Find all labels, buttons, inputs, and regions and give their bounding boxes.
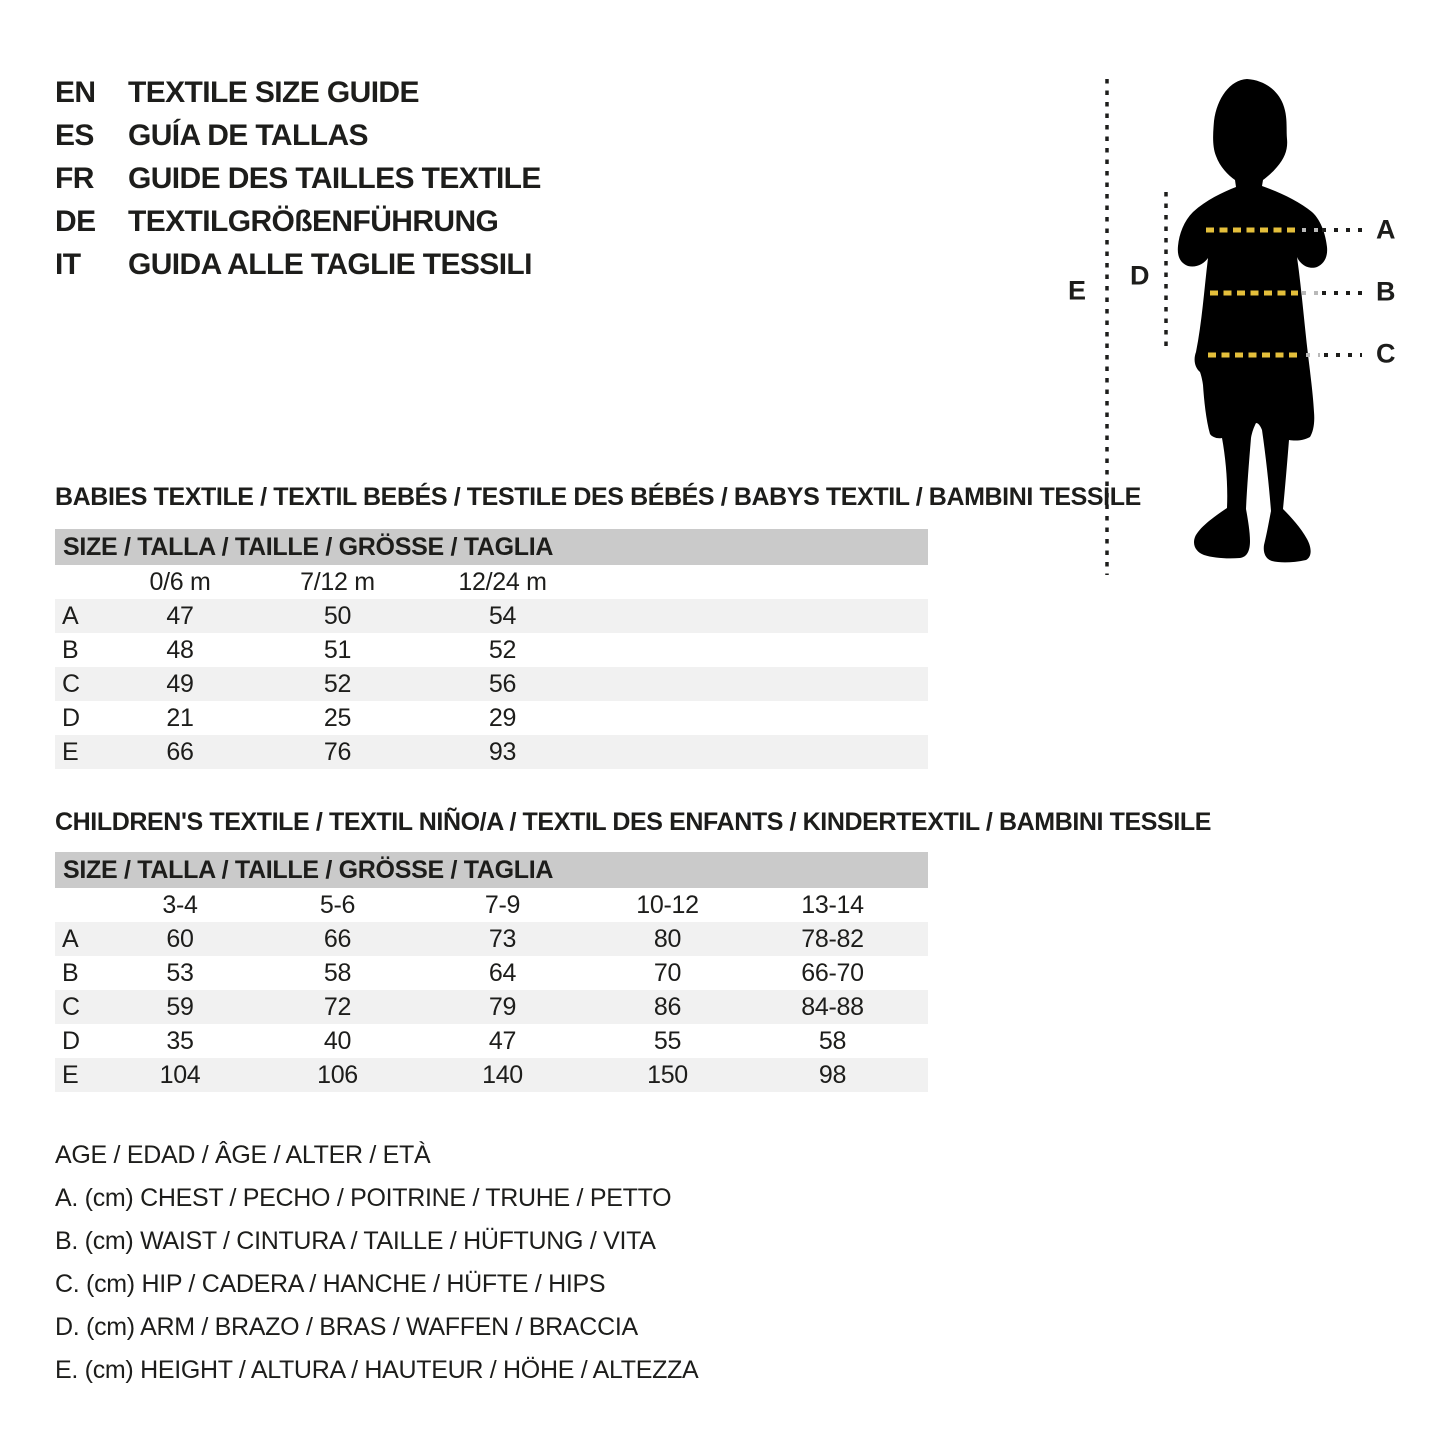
children-section-title: CHILDREN'S TEXTILE / TEXTIL NIÑO/A / TEXTIL DES ENFANTS / KINDERTEXTIL / BAMBINI TESSILE [55,808,1212,836]
children-size-header-bar: SIZE / TALLA / TAILLE / GRÖSSE / TAGLIA [55,852,928,888]
size-value: 58 [818,1026,847,1055]
language-title: GUIDA ALLE TAGLIE TESSILI [128,247,532,281]
column-header: 0/6 m [149,567,211,596]
column-header: 10-12 [636,890,699,919]
size-value: 55 [653,1026,682,1055]
table-row [55,1024,928,1058]
column-header: 5-6 [319,890,356,919]
row-label: C [62,992,80,1021]
size-value: 54 [488,601,517,630]
size-value: 86 [653,992,682,1021]
row-label: B [62,635,79,664]
filler-cell [915,1024,928,1058]
table-row [55,633,928,667]
children-size-table [55,852,928,1092]
table-row [55,956,928,990]
column-header: 13-14 [801,890,864,919]
filler-cell [585,565,928,599]
column-header-row [55,565,928,599]
babies-size-header-bar: SIZE / TALLA / TAILLE / GRÖSSE / TAGLIA [55,529,928,565]
size-value: 84-88 [801,992,864,1021]
corner-cell [55,888,105,922]
size-value: 70 [653,958,682,987]
filler-cell [915,888,928,922]
size-value: 59 [166,992,194,1021]
table-row [55,701,928,735]
language-code: ES [55,118,94,152]
row-label: A [62,601,79,630]
size-value: 52 [488,635,517,664]
language-title: GUIDE DES TAILLES TEXTILE [128,161,541,195]
legend-line: C. (cm) HIP / CADERA / HANCHE / HÜFTE / HIPS [55,1270,606,1298]
language-code: EN [55,75,96,109]
size-value: 79 [488,992,517,1021]
filler-cell [585,701,928,735]
language-code: DE [55,204,96,238]
size-value: 104 [159,1060,201,1089]
size-value: 50 [323,601,352,630]
size-value: 51 [323,635,352,664]
language-row [55,157,541,200]
size-value: 93 [488,737,517,766]
row-label: B [62,958,79,987]
column-header: 3-4 [162,890,198,919]
filler-cell [915,1058,928,1092]
row-label: D [62,703,80,732]
table-row [55,922,928,956]
legend-line: D. (cm) ARM / BRAZO / BRAS / WAFFEN / BRACCIA [55,1313,638,1341]
babies-size-table [55,529,928,769]
legend-line: B. (cm) WAIST / CINTURA / TAILLE / HÜFTUNG / VITA [55,1227,656,1255]
table-row [55,735,928,769]
figure-label-D: D [1130,260,1150,291]
size-value: 66-70 [801,958,864,987]
size-value: 66 [323,924,352,953]
figure-label-A: A [1376,214,1396,245]
language-code: IT [55,247,81,281]
language-row [55,243,541,286]
filler-cell [915,922,928,956]
language-header-block [55,71,541,286]
size-value: 60 [166,924,194,953]
figure-label-B: B [1376,276,1396,307]
size-value: 72 [323,992,352,1021]
size-value: 47 [166,601,194,630]
filler-cell [915,956,928,990]
language-title: TEXTILGRÖßENFÜHRUNG [128,204,499,238]
size-value: 35 [166,1026,194,1055]
size-value: 150 [647,1060,688,1089]
size-value: 64 [488,958,517,987]
column-header: 7-9 [484,890,521,919]
size-value: 25 [323,703,352,732]
filler-cell [915,990,928,1024]
legend-line: E. (cm) HEIGHT / ALTURA / HAUTEUR / HÖHE / ALTEZZA [55,1356,699,1384]
size-value: 106 [317,1060,358,1089]
size-value: 52 [323,669,352,698]
filler-cell [585,599,928,633]
language-row [55,200,541,243]
filler-cell [585,735,928,769]
size-value: 49 [166,669,194,698]
language-row [55,114,541,157]
size-value: 21 [166,703,194,732]
size-value: 78-82 [801,924,864,953]
legend-line: AGE / EDAD / ÂGE / ALTER / ETÀ [55,1141,431,1169]
filler-cell [585,633,928,667]
row-label: E [62,1060,79,1089]
language-row [55,71,541,114]
size-value: 29 [488,703,517,732]
figure-label-C: C [1376,338,1396,369]
size-value: 48 [166,635,194,664]
language-title: TEXTILE SIZE GUIDE [128,75,419,109]
table-row [55,1058,928,1092]
column-header: 7/12 m [300,567,375,596]
size-value: 80 [653,924,682,953]
size-value: 76 [323,737,352,766]
table-row [55,667,928,701]
size-value: 40 [323,1026,352,1055]
size-value: 53 [166,958,194,987]
size-value: 98 [818,1060,847,1089]
table-row [55,599,928,633]
child-silhouette [1178,79,1327,562]
corner-cell [55,565,105,599]
language-title: GUÍA DE TALLAS [128,118,368,152]
row-label: E [62,737,79,766]
size-value: 56 [488,669,517,698]
size-value: 73 [488,924,517,953]
row-label: A [62,924,79,953]
filler-cell [585,667,928,701]
size-value: 58 [323,958,352,987]
language-code: FR [55,161,94,195]
measurement-legend [55,1134,698,1392]
size-value: 47 [488,1026,517,1055]
babies-table [55,565,928,769]
children-table [55,888,928,1092]
babies-section-title: BABIES TEXTILE / TEXTIL BEBÉS / TESTILE DES BÉBÉS / BABYS TEXTIL / BAMBINI TESSILE [55,483,1141,511]
row-label: C [62,669,80,698]
column-header-row [55,888,928,922]
legend-line: A. (cm) CHEST / PECHO / POITRINE / TRUHE / PETTO [55,1184,672,1212]
column-header: 12/24 m [458,567,547,596]
table-row [55,990,928,1024]
size-value: 140 [482,1060,523,1089]
figure-label-E: E [1068,275,1086,306]
row-label: D [62,1026,80,1055]
size-value: 66 [166,737,194,766]
